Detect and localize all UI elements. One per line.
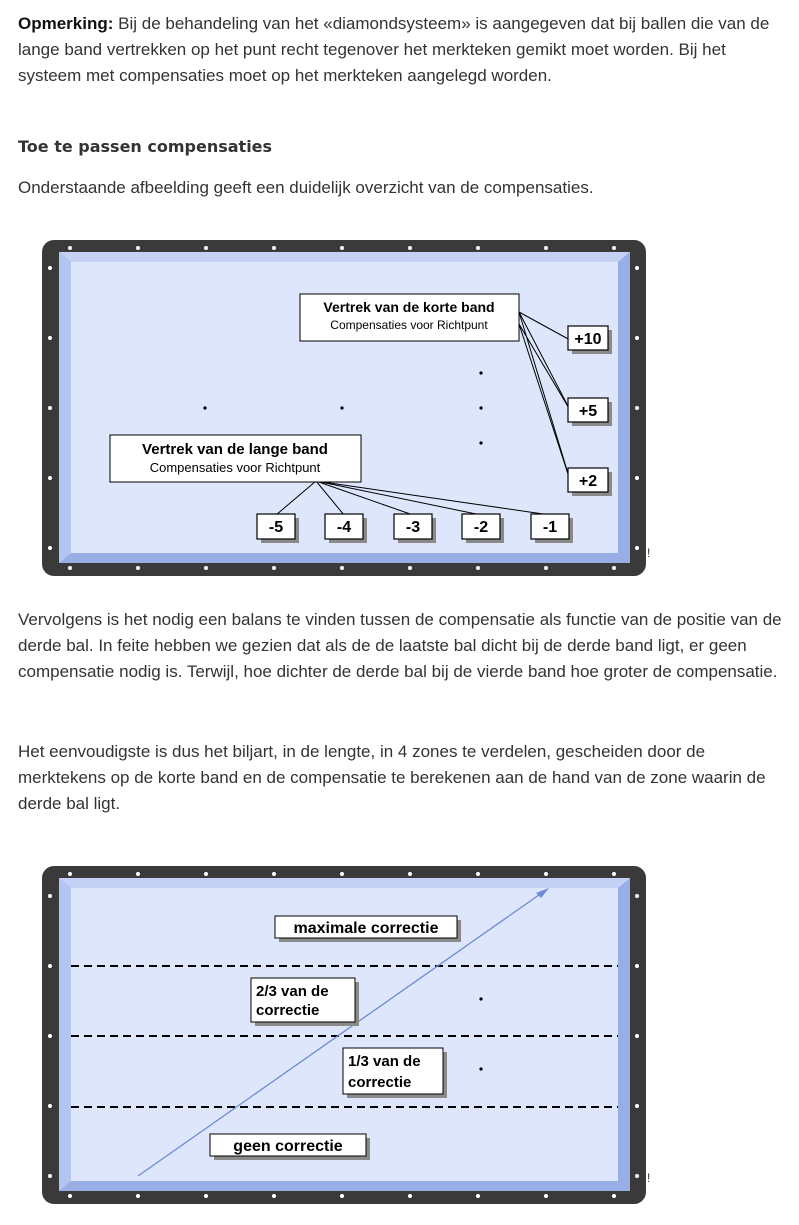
zone-one-third-line1: 1/3 van de bbox=[348, 1053, 421, 1070]
zone-max-text: maximale correctie bbox=[293, 920, 439, 937]
zones-diagram bbox=[0, 858, 799, 1213]
zone-label-none bbox=[210, 1134, 370, 1160]
short-band-sub: Compensaties voor Richtpunt bbox=[330, 318, 488, 332]
short-value: +2 bbox=[578, 473, 598, 490]
value-box-long bbox=[257, 514, 299, 543]
zone-two-thirds-line2: correctie bbox=[256, 1002, 320, 1019]
long-value: -3 bbox=[405, 519, 421, 536]
zone-label-one-third bbox=[343, 1048, 447, 1098]
value-box-short bbox=[568, 398, 612, 426]
long-band-title: Vertrek van de lange band bbox=[142, 441, 328, 458]
short-value: +10 bbox=[574, 331, 602, 348]
short-band-label bbox=[300, 294, 519, 341]
short-band-title: Vertrek van de korte band bbox=[323, 299, 495, 315]
zone-label-max bbox=[275, 916, 461, 942]
long-value: -1 bbox=[542, 519, 558, 536]
zone-two-thirds-line1: 2/3 van de bbox=[256, 983, 329, 1000]
long-value: -5 bbox=[268, 519, 284, 536]
long-band-label bbox=[110, 435, 361, 482]
value-box-short bbox=[568, 468, 612, 496]
section-heading: Toe te passen compensaties bbox=[18, 137, 273, 156]
balance-paragraph: Vervolgens is het nodig een balans te vinden tussen de compensatie als functie van de positie van de derde bal. In feite hebben we gezien dat als de de laatste bal dicht bij de derde band ligt, er geen compensatie nodig is. Terwijl, hoe dichter de derde bal bij de vierde band hoe groter de compensatie. bbox=[18, 610, 782, 681]
long-band-sub: Compensaties voor Richtpunt bbox=[149, 460, 321, 475]
intro-text: Bij de behandeling van het «diamondsysteem» is aangegeven dat bij ballen die van de lange band vertrekken op het punt recht tegenover het merkteken gemikt moet worden. Bij het systeem met compensaties moet op het merkteken aangelegd worden. bbox=[18, 14, 770, 85]
value-box-long bbox=[462, 514, 504, 543]
zones-paragraph: Het eenvoudigste is dus het biljart, in de lengte, in 4 zones te verdelen, gescheiden door de merktekens op de korte band en de compensatie te berekenen aan de hand van de zone waarin de derde bal ligt. bbox=[18, 742, 766, 813]
zone-label-two-thirds bbox=[251, 978, 359, 1026]
compensation-diagram bbox=[0, 230, 799, 585]
intro-label: Opmerking: bbox=[18, 14, 114, 33]
zone-none-text: geen correctie bbox=[233, 1138, 343, 1155]
intro-paragraph bbox=[18, 11, 788, 89]
value-box-short bbox=[568, 326, 612, 354]
zone-one-third-line2: correctie bbox=[348, 1074, 412, 1091]
value-box-long bbox=[531, 514, 573, 543]
svg-text:!: ! bbox=[647, 1171, 651, 1185]
value-box-long bbox=[394, 514, 436, 543]
long-value: -2 bbox=[473, 519, 489, 536]
long-value: -4 bbox=[336, 519, 352, 536]
value-box-long bbox=[325, 514, 367, 543]
overview-paragraph: Onderstaande afbeelding geeft een duidelijk overzicht van de compensaties. bbox=[18, 178, 594, 197]
svg-text:!: ! bbox=[647, 546, 651, 560]
short-value: +5 bbox=[578, 403, 598, 420]
